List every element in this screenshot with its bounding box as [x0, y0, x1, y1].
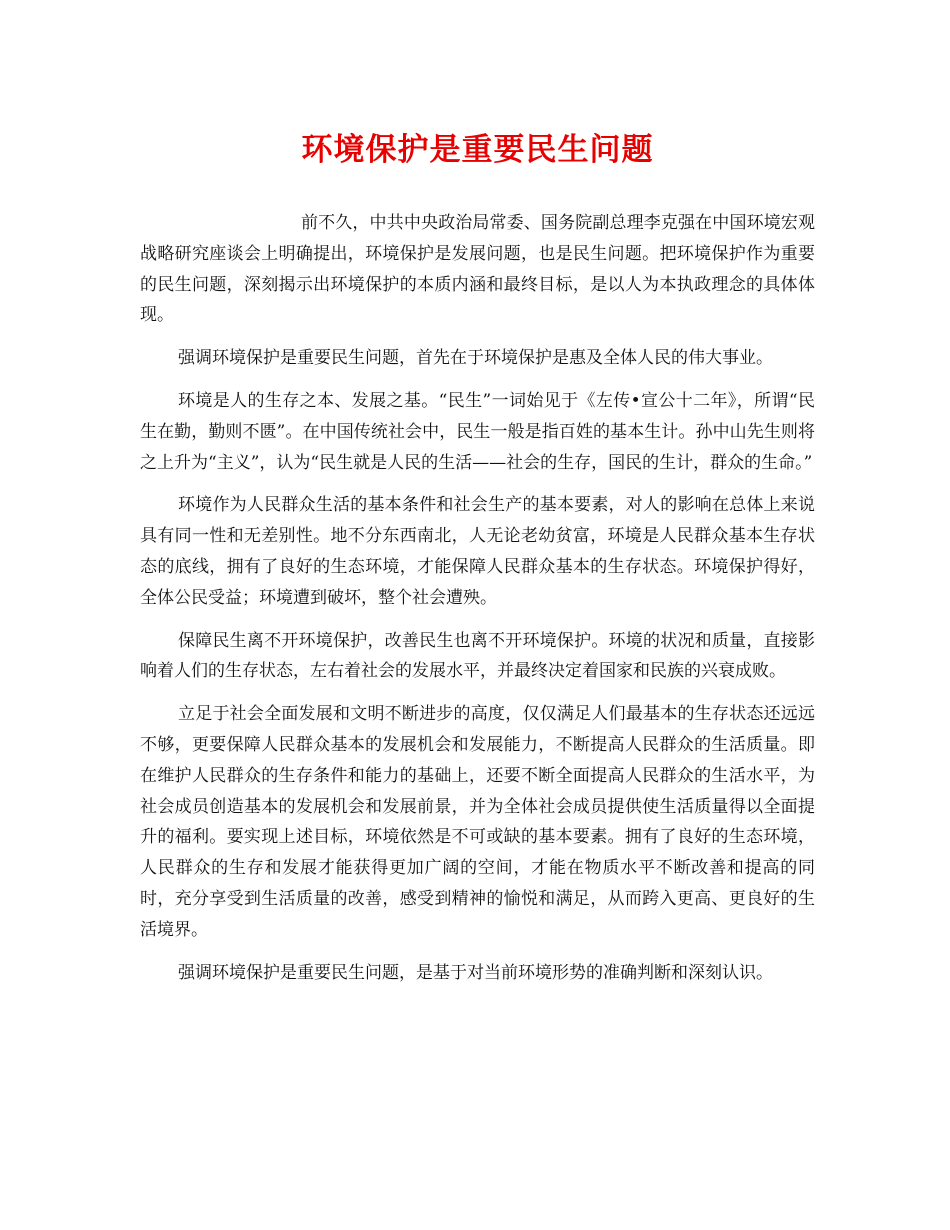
- paragraph-4: 环境作为人民群众生活的基本条件和社会生产的基本要素，对人的影响在总体上来说具有同一性和无差别性。地不分东西南北，人无论老幼贫富，环境是人民群众基本生存状态的底线，拥有了良好的生态环境，才能保障人民群众基本的生存状态。环境保护得好，全体公民受益；环境遭到破坏，整个社会遭殃。: [140, 495, 815, 608]
- paragraph-7: 强调环境保护是重要民生问题，是基于对当前环境形势的准确判断和深刻认识。: [178, 962, 773, 983]
- paragraph-1: 前不久，中共中央政治局常委、国务院副总理李克强在中国环境宏观战略研究座谈会上明确提出，环境保护是发展问题，也是民生问题。把环境保护作为重要的民生问题，深刻揭示出环境保护的本质内涵和最终目标，是以人为本执政理念的具体体现。: [140, 213, 815, 326]
- paragraph-2: 强调环境保护是重要民生问题，首先在于环境保护是惠及全体人民的伟大事业。: [178, 348, 773, 369]
- paragraph-3: 环境是人的生存之本、发展之基。“民生”一词始见于《左传•宣公十二年》，所谓“民生在勤，勤则不匮”。在中国传统社会中，民生一般是指百姓的基本生计。孙中山先生则将之上升为“主义”，认为“民生就是人民的生活——社会的生存，国民的生计，群众的生命。”: [140, 390, 815, 473]
- paragraph-6: 立足于社会全面发展和文明不断进步的高度，仅仅满足人们最基本的生存状态还远远不够，更要保障人民群众基本的发展机会和发展能力，不断提高人民群众的生活质量。即在维护人民群众的生存条件和能力的基础上，还要不断全面提高人民群众的生活水平，为社会成员创造基本的发展机会和发展前景，并为全体社会成员提供使生活质量得以全面提升的福利。要实现上述目标，环境依然是不可或缺的基本要素。拥有了良好的生态环境，人民群众的生存和发展才能获得更加广阔的空间，才能在物质水平不断改善和提高的同时，充分享受到生活质量的改善，感受到精神的愉悦和满足，从而跨入更高、更良好的生活境界。: [140, 704, 815, 940]
- document-title: 环境保护是重要民生问题: [301, 132, 654, 168]
- paragraph-5: 保障民生离不开环境保护，改善民生也离不开环境保护。环境的状况和质量，直接影响着人们的生存状态，左右着社会的发展水平，并最终决定着国家和民族的兴衰成败。: [140, 630, 815, 682]
